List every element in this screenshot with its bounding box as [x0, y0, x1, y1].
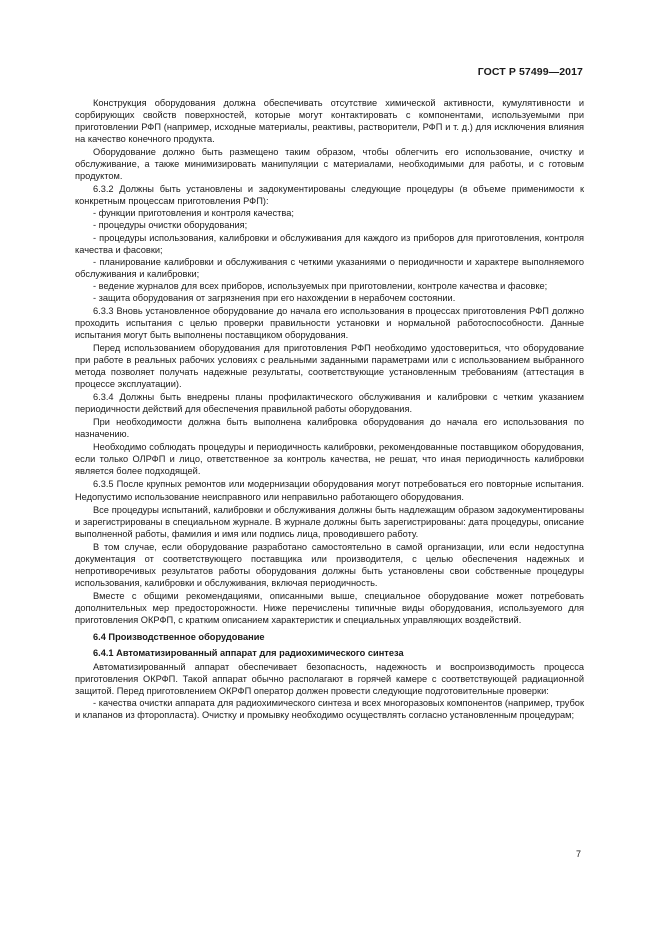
paragraph: В том случае, если оборудование разработано самостоятельно в самой организации, или если недоступна документация от соответствующего поставщика или производителя, с целью обеспечения надежных и непротиворечивых результатов работы оборудования должны быть установлены свои собственные процедуры использования, калибровки и обслуживания, включая периодичность.	[75, 541, 584, 588]
paragraph: Оборудование должно быть размещено таким образом, чтобы облегчить его использование, очистку и обслуживание, а также минимизировать манипуляции с материалами, необходимыми для работы, и с готовым продуктом.	[75, 147, 584, 182]
paragraph: 6.3.4 Должны быть внедрены планы профилактического обслуживания и калибровки с четким указанием периодичности действий для обеспечения правильной работы оборудования.	[75, 392, 584, 415]
list-item: - функции приготовления и контроля качества;	[93, 208, 294, 219]
paragraph: 6.3.3 Вновь установленное оборудование до начала его использования в процессах приготовления РФП должно проходить испытания с целью проверки правильности установки и нормальной работоспособности. Данные испытания могут быть выполнены поставщиком оборудования.	[75, 305, 584, 340]
list-item: - ведение журналов для всех приборов, используемых при приготовлении, контроле качества и фасовке;	[93, 280, 548, 291]
paragraph: Перед использованием оборудования для приготовления РФП необходимо удостовериться, что оборудование при работе в реальных рабочих условиях с реальными заданными параметрами или с использованием выбранного метода позволяет получать надежные результаты, соответствующие установленным требованиям (аттестация в процессе эксплуатации).	[75, 342, 584, 390]
list-item: - планирование калибровки и обслуживания с четкими указаниями о периодичности и характере выполняемого обслуживания и калибровки;	[75, 256, 584, 279]
subsection-heading: 6.4.1 Автоматизированный аппарат для радиохимического синтеза	[93, 648, 404, 659]
list-item: - процедуры очистки оборудования;	[93, 220, 248, 231]
document-body	[75, 97, 584, 721]
paragraph: 6.3.2 Должны быть установлены и задокументированы следующие процедуры (в объеме применимости к конкретным процессам приготовления РФП):	[75, 184, 584, 207]
paragraph: Необходимо соблюдать процедуры и периодичность калибровки, рекомендованные поставщиком оборудования, если только ОЛРФП и лицо, ответственное за контроль качества, не решат, что иная периодичность калибровки является более подходящей.	[75, 442, 584, 477]
list-item: - качества очистки аппарата для радиохимического синтеза и всех многоразовых компонентов (например, трубок и клапанов из фторопласта). Очистку и промывку необходимо осуществлять согласно установленным процедурам;	[75, 698, 584, 721]
paragraph: 6.3.5 После крупных ремонтов или модернизации оборудования могут потребоваться его повторные испытания. Недопустимо использование неисправного или неправильно работающего оборудования.	[75, 479, 584, 502]
list-item: - защита оборудования от загрязнения при его нахождении в нерабочем состоянии.	[93, 292, 456, 303]
document-id-header: ГОСТ Р 57499—2017	[477, 66, 583, 78]
page-number: 7	[575, 849, 581, 859]
paragraph: При необходимости должна быть выполнена калибровка оборудования до начала его использования по назначению.	[75, 417, 584, 440]
section-heading: 6.4 Производственное оборудование	[93, 632, 265, 643]
list-item: - процедуры использования, калибровки и обслуживания для каждого из приборов для приготовления, контроля качества и фасовки;	[75, 232, 584, 255]
paragraph: Автоматизированный аппарат обеспечивает безопасность, надежность и воспроизводимость процесса приготовления ОКРФП. Такой аппарат обычно располагают в горячей камере с соответствующей радиационной защитой. Перед приготовлением ОКРФП оператор должен провести следующие подготовительные проверки:	[75, 662, 584, 697]
paragraph: Конструкция оборудования должна обеспечивать отсутствие химической активности, кумулятивности и сорбирующих свойств поверхностей, которые могут контактировать с компонентами, используемыми при приготовлении РФП (например, исходные материалы, реактивы, растворители, РФП и т. д.) для исключения влияния на качество конечного продукта.	[75, 98, 584, 145]
paragraph: Вместе с общими рекомендациями, описанными выше, специальное оборудование может потребовать дополнительных мер предосторожности. Ниже перечислены типичные виды оборудования, используемого для приготовления ОКРФП, с кратким описанием характеристик и специальных управляющих воздействий.	[75, 590, 584, 625]
paragraph: Все процедуры испытаний, калибровки и обслуживания должны быть надлежащим образом задокументированы и зарегистрированы в специальном журнале. В журнале должны быть зарегистрированы: дата процедуры, описание выполненной работы, фамилия и имя или подпись лица, проводившего работу.	[75, 504, 584, 539]
